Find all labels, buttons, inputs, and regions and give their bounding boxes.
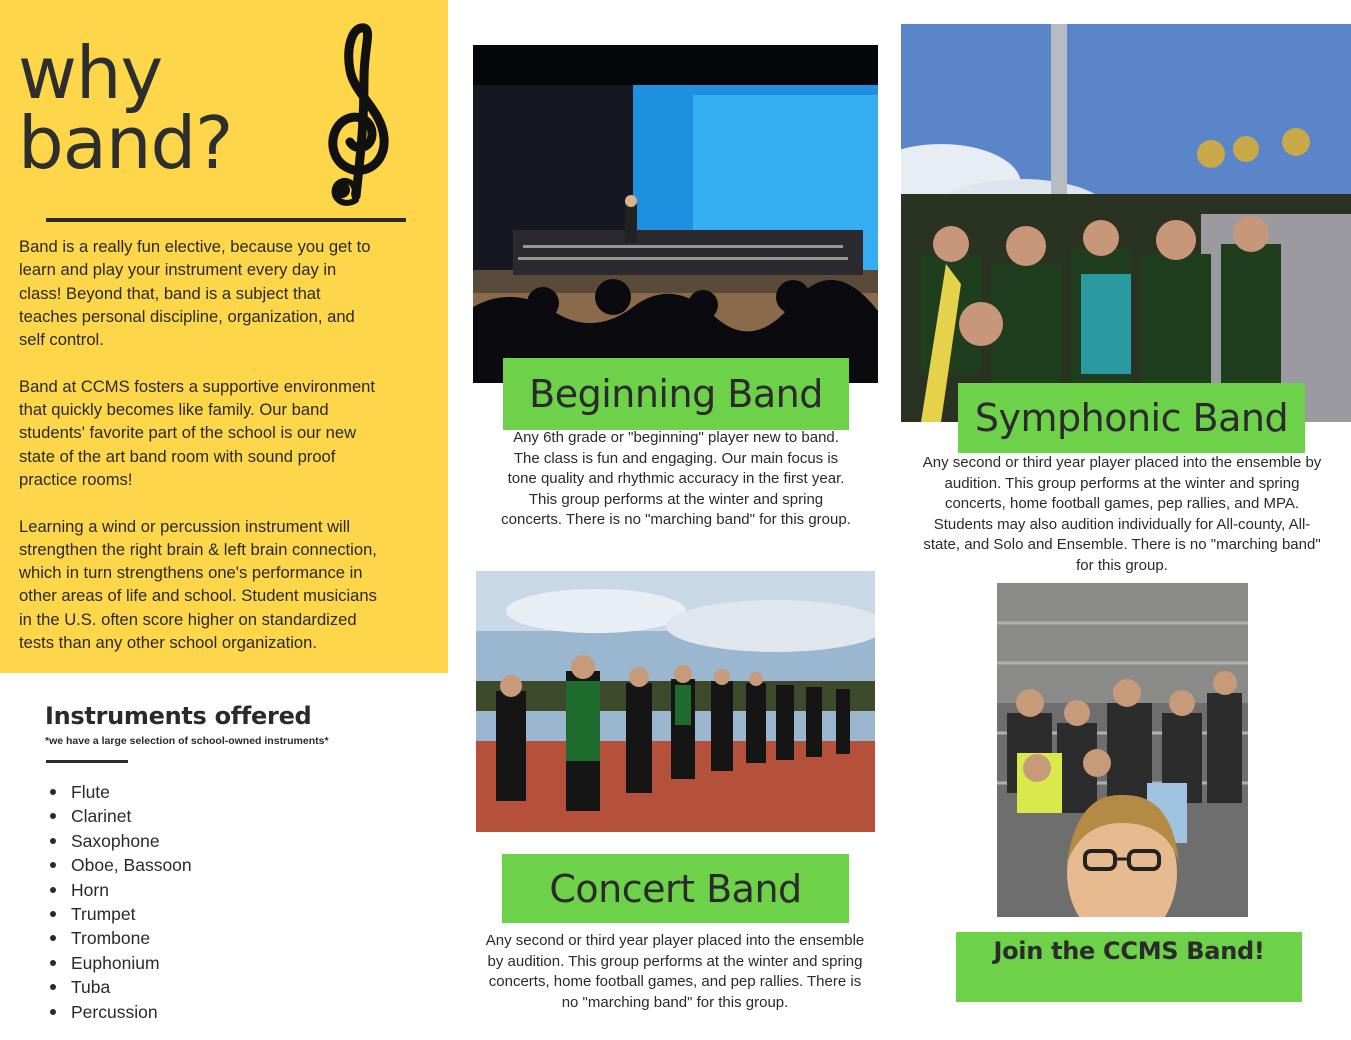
list-item: Horn [46, 878, 192, 902]
beginning-band-photo [473, 45, 878, 383]
list-item: Flute [46, 780, 192, 804]
page-title [18, 31, 233, 185]
intro-paragraph-1: Band is a really fun elective, because you get to learn and play your instrument every day in class! Beyond that, band is a subject that teaches personal discipline, organization, and self control. [19, 237, 371, 350]
title-line-2: band? [18, 101, 233, 185]
instruments-divider [46, 760, 128, 763]
join-band-banner: Join the CCMS Band! [956, 932, 1302, 1002]
list-item: Trumpet [46, 902, 192, 926]
concert-band-description: Any second or third year player placed into the ensemble by audition. This group performs at the winter and spring concerts, home football games, and pep rallies. There is no "marching band" for this group. [485, 932, 865, 1011]
list-item: Tuba [46, 975, 192, 999]
instruments-list [46, 780, 192, 1024]
treble-clef-icon [312, 18, 398, 214]
intro-text [19, 235, 379, 678]
symphonic-band-photo [901, 24, 1351, 422]
title-divider [46, 218, 406, 222]
list-item: Saxophone [46, 829, 192, 853]
list-item: Clarinet [46, 804, 192, 828]
beginning-band-description: Any 6th grade or "beginning" player new to band. The class is fun and engaging. Our main focus is tone quality and rhythmic accuracy in the first year. This group performs at the winter and spring concerts. There is no "marching band" for this group. [501, 429, 851, 529]
concert-band-photo [476, 571, 875, 832]
intro-paragraph-3: Learning a wind or percussion instrument will strengthen the right brain & left brain connection, which in turn strengthens one's performance in other areas of life and school. Student musicians in the U.S. often score higher on standardized tests than any other school organization. [19, 516, 377, 653]
concert-band-label: Concert Band [502, 854, 849, 923]
list-item: Euphonium [46, 951, 192, 975]
beginning-band-label: Beginning Band [503, 358, 849, 430]
instruments-note: *we have a large selection of school-owned instruments* [45, 735, 329, 747]
band-selfie-photo [997, 583, 1248, 917]
intro-paragraph-2: Band at CCMS fosters a supportive environment that quickly becomes like family. Our band students' favorite part of the school is our new state of the art band room with sound proof practice rooms! [19, 376, 376, 489]
symphonic-band-description: Any second or third year player placed into the ensemble by audition. This group performs at the winter and spring concerts, home football games, pep rallies, and MPA. Students may also audition individually for All-county, All-state, and Solo and Ensemble. There is no "marching band" for this group. [922, 454, 1322, 574]
symphonic-band-label: Symphonic Band [958, 383, 1305, 453]
list-item: Percussion [46, 1000, 192, 1024]
list-item: Trombone [46, 926, 192, 950]
instruments-heading: Instruments offered [45, 702, 312, 730]
title-line-1: why [18, 31, 163, 115]
list-item: Oboe, Bassoon [46, 853, 192, 877]
